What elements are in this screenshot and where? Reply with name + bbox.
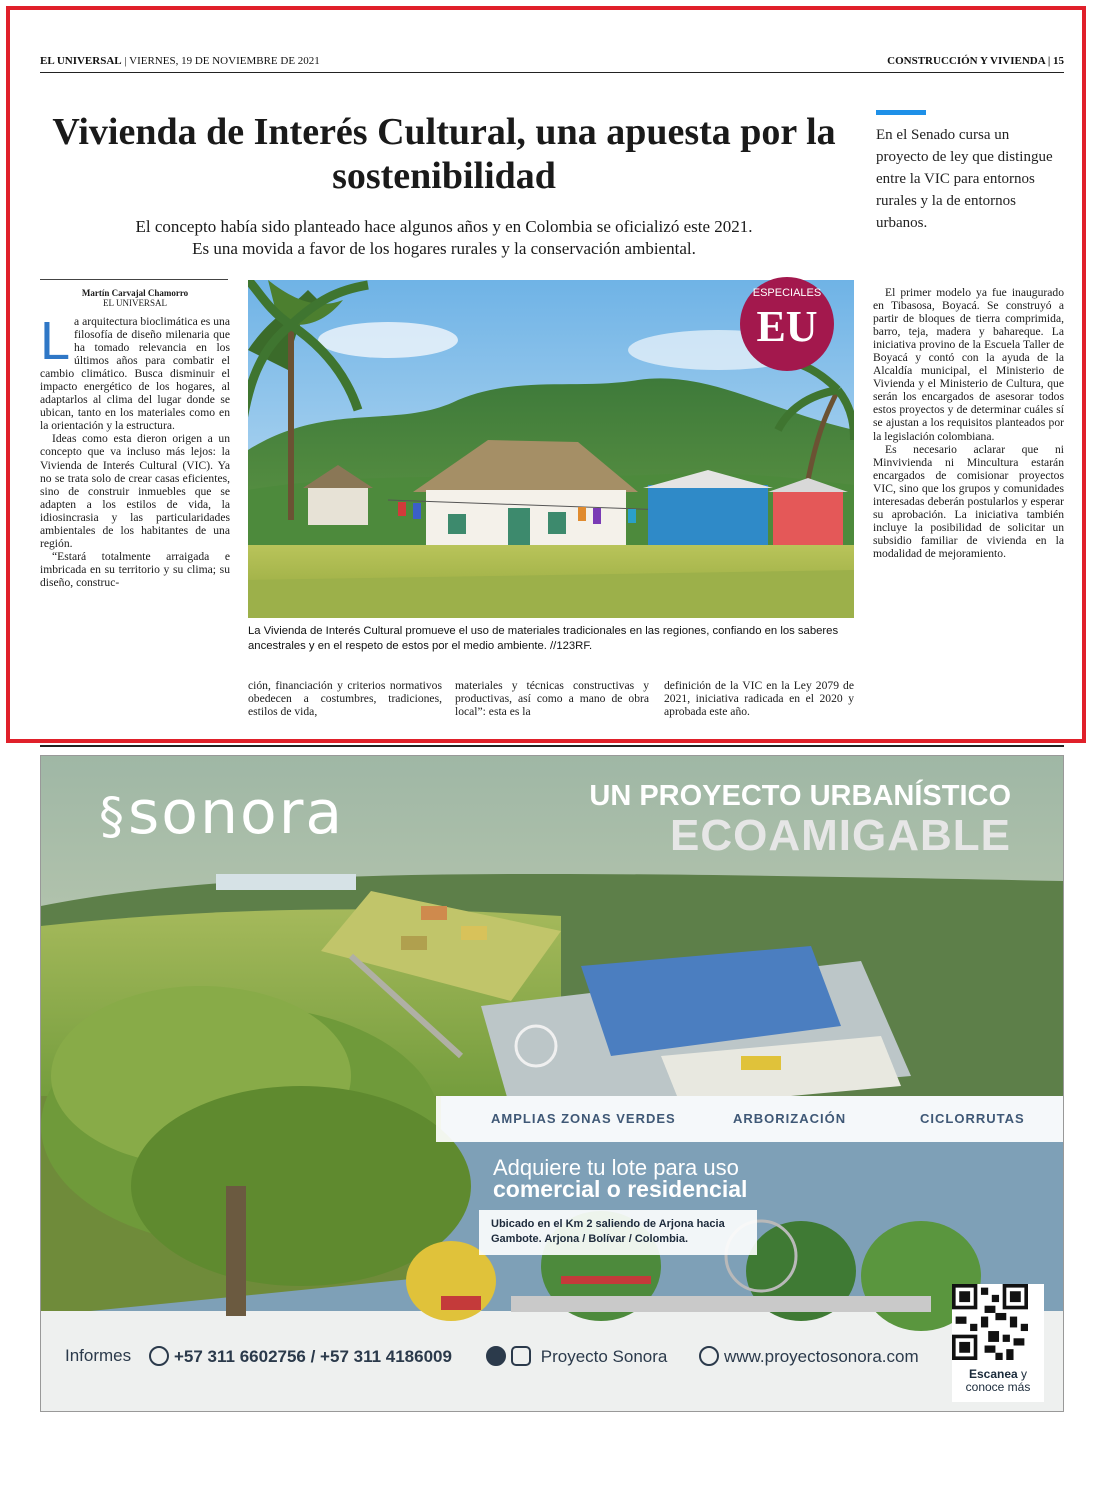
qr-caption: Escanea y conoce más bbox=[965, 1367, 1031, 1394]
author-name: Martín Carvajal Chamorro bbox=[81, 288, 189, 298]
article-subhead bbox=[40, 216, 848, 260]
col3-text: materiales y técnicas constructivas y productivas, así como a mano de obra local”: esta es la bbox=[455, 679, 649, 719]
brand-name: sonora bbox=[128, 778, 345, 848]
sidebar-accent-bar bbox=[876, 110, 926, 115]
header-rule bbox=[40, 72, 1064, 73]
ad-contact-bar bbox=[41, 1332, 941, 1382]
sonora-advertisement bbox=[40, 755, 1064, 1412]
col2-text: ción, financiación y criterios normativos obedecen a costumbres, tradiciones, estilos de vida, bbox=[248, 679, 442, 719]
subhead-line-1: El concepto había sido planteado hace algunos años y en Colombia se oficializó este 2021. bbox=[135, 217, 753, 236]
sonora-logo bbox=[99, 778, 344, 848]
author-org: EL UNIVERSAL bbox=[103, 298, 167, 308]
article-bottom-rule bbox=[40, 745, 1064, 747]
feature-trees: ARBORIZACIÓN bbox=[733, 1111, 847, 1126]
subhead-line-2: Es una movida a favor de los hogares rurales y la conservación ambiental. bbox=[192, 239, 696, 258]
col5-paragraph-2: Es necesario aclarar que ni Minvivienda ni Mincultura estarán encargados de comisionar proyectos VIC, sino que los grupos y comunidades interesadas deberán postularlos y esperar su aprobación. La iniciativa también incluye la posibilidad de solicitar un subsidio familiar de vivienda en la modalidad de mejoramiento. bbox=[873, 442, 1064, 560]
article-column-5 bbox=[873, 286, 1064, 560]
col1-paragraph-2: Ideas como esta dieron origen a un concepto que va incluso más lejos: la Vivienda de Interés Cultural (VIC). Ya no se trata solo de crear casas eficientes, sino de construir inmuebles que se adapten a los estilos de vida, la idiosincrasia y las particularidades ambientales de los habitantes de una región. bbox=[40, 432, 230, 550]
especiales-eu-badge bbox=[740, 277, 834, 371]
feature-green-zones: AMPLIAS ZONAS VERDES bbox=[491, 1111, 676, 1126]
features-band bbox=[436, 1096, 1064, 1142]
feature-bike-paths: CICLORRUTAS bbox=[920, 1111, 1025, 1126]
instagram-icon bbox=[511, 1346, 531, 1366]
page-header-left: EL UNIVERSAL | VIERNES, 19 DE NOVIEMBRE DE 2021 bbox=[40, 55, 320, 67]
location-text: Ubicado en el Km 2 saliendo de Arjona hacia Gambote. Arjona / Bolívar / Colombia. bbox=[491, 1218, 725, 1245]
ad-tagline-1: UN PROYECTO URBANÍSTICO bbox=[589, 780, 1011, 812]
ad-tagline-2: ECOAMIGABLE bbox=[670, 811, 1011, 860]
article-column-1 bbox=[40, 311, 230, 589]
section-name: CONSTRUCCIÓN Y VIVIENDA bbox=[887, 55, 1046, 67]
phone-numbers[interactable]: +57 311 6602756 / +57 311 4186009 bbox=[149, 1346, 452, 1367]
cta-line-2: comercial o residencial bbox=[493, 1176, 748, 1202]
website-link[interactable]: www.proyectosonora.com bbox=[699, 1346, 919, 1367]
cta-line-1: Adquiere tu lote para uso bbox=[493, 1155, 739, 1180]
article-headline: Vivienda de Interés Cultural, una apuesta por la sostenibilidad bbox=[52, 111, 836, 197]
article-column-4 bbox=[664, 679, 854, 718]
col5-paragraph-1: El primer modelo ya fue inaugurado en Tibasosa, Boyacá. Se construyó a partir de bloques de tierra comprimida, barro, teja, madera y bahareque. La iniciativa provino de la Escuela Taller de Boyacá y contó con la ayuda de la Alcaldía municipal, el Ministerio de Vivienda y el Ministerio de Cultura, que serán los encargados de asesorar todos estos proyectos y de determinar cuáles sí se ajustan a los requisitos planteados por la legislación colombiana. bbox=[873, 286, 1064, 443]
page-number: 15 bbox=[1053, 55, 1064, 67]
page-header-right: CONSTRUCCIÓN Y VIVIENDA | 15 bbox=[887, 55, 1064, 67]
sidebar-quote: En el Senado cursa un proyecto de ley que distingue entre la VIC para entornos rurales y la de entornos urbanos. bbox=[876, 127, 1053, 231]
info-label: Informes bbox=[65, 1346, 132, 1365]
badge-label: ESPECIALES bbox=[752, 287, 822, 299]
location-box bbox=[479, 1210, 757, 1255]
author-rule bbox=[40, 279, 228, 280]
whatsapp-icon bbox=[149, 1346, 169, 1366]
qr-panel bbox=[952, 1284, 1044, 1402]
col1-paragraph-1: a arquitectura bioclimática es una filosofía de diseño milenaria que ha tomado relevancia en los últimos años para combatir el cambio climático. Busca disminuir el impacto energético de los hogares, al adaptarlos al clima del lugar donde se ubican, tanto en los materiales como en la orientación y la estructura. bbox=[40, 315, 230, 433]
article-column-2 bbox=[248, 679, 442, 718]
issue-date: VIERNES, 19 DE NOVIEMBRE DE 2021 bbox=[129, 55, 320, 67]
drop-cap: L bbox=[40, 311, 71, 371]
photo-caption: La Vivienda de Interés Cultural promueve el uso de materiales tradicionales en las regiones, confiando en los saberes ancestrales y en el respeto de estos por el medio ambiente. //123RF. bbox=[248, 625, 839, 652]
badge-logo: EU bbox=[756, 302, 818, 351]
article-column-3 bbox=[455, 679, 649, 718]
paper-name: EL UNIVERSAL bbox=[40, 55, 122, 67]
globe-icon bbox=[699, 1346, 719, 1366]
col4-text: definición de la VIC en la Ley 2079 de 2021, iniciativa radicada en el 2020 y aprobada este año. bbox=[664, 679, 854, 719]
social-handle[interactable]: Proyecto Sonora bbox=[486, 1346, 667, 1367]
byline bbox=[40, 288, 230, 308]
qr-code-icon[interactable] bbox=[952, 1284, 1028, 1360]
col1-paragraph-3: “Estará totalmente arraigada e imbricada en su territorio y su clima; su diseño, construc- bbox=[40, 549, 230, 589]
leaf-logo-icon: § bbox=[99, 787, 126, 845]
facebook-icon bbox=[486, 1346, 506, 1366]
